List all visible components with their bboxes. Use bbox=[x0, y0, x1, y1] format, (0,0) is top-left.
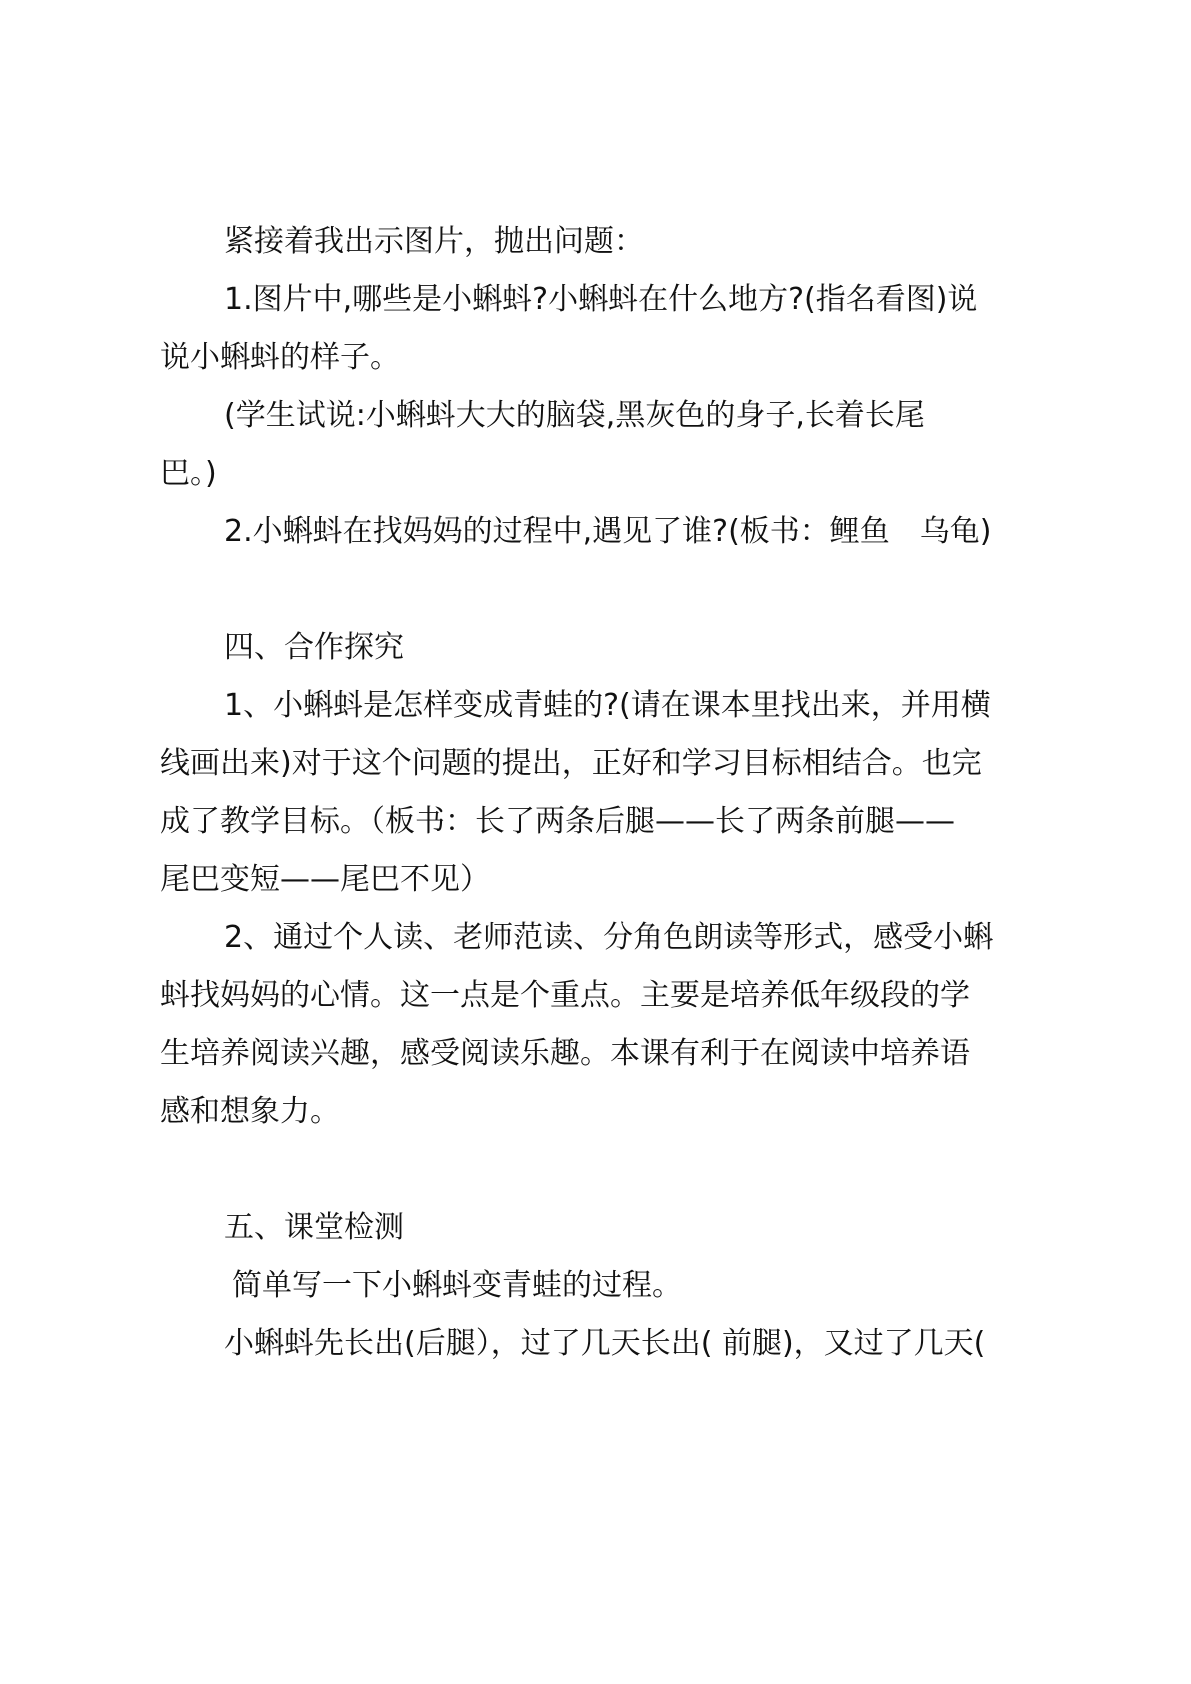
paragraph-line: 感和想象力。 bbox=[160, 1094, 340, 1129]
paragraph-line: 紧接着我出示图片，抛出问题： bbox=[224, 224, 644, 259]
paragraph-line: 简单写一下小蝌蚪变青蛙的过程。 bbox=[232, 1268, 682, 1303]
paragraph-line: 生培养阅读兴趣，感受阅读乐趣。本课有利于在阅读中培养语 bbox=[160, 1036, 970, 1071]
paragraph-line: 蚪找妈妈的心情。这一点是个重点。主要是培养低年级段的学 bbox=[160, 978, 970, 1013]
paragraph-line: 尾巴变短——尾巴不见） bbox=[160, 862, 490, 897]
paragraph-line: 巴。) bbox=[160, 456, 217, 491]
section-heading: 五、课堂检测 bbox=[224, 1210, 404, 1245]
section-heading: 四、合作探究 bbox=[224, 630, 404, 665]
paragraph-line: 2.小蝌蚪在找妈妈的过程中,遇见了谁?(板书：鲤鱼 乌龟) bbox=[224, 514, 992, 549]
paragraph-line: 线画出来)对于这个问题的提出，正好和学习目标相结合。也完 bbox=[160, 746, 982, 781]
paragraph-line: 小蝌蚪先长出(后腿），过了几天长出( 前腿)，又过了几天( bbox=[224, 1326, 986, 1361]
paragraph-line: 1.图片中,哪些是小蝌蚪?小蝌蚪在什么地方?(指名看图)说 bbox=[224, 282, 978, 317]
paragraph-line: 成了教学目标。（板书：长了两条后腿——长了两条前腿—— bbox=[160, 804, 955, 839]
paragraph-line: 1、小蝌蚪是怎样变成青蛙的?(请在课本里找出来，并用横 bbox=[224, 688, 991, 723]
paragraph-line: (学生试说:小蝌蚪大大的脑袋,黑灰色的身子,长着长尾 bbox=[224, 398, 925, 433]
paragraph-line: 2、通过个人读、老师范读、分角色朗读等形式，感受小蝌 bbox=[224, 920, 994, 955]
paragraph-line: 说小蝌蚪的样子。 bbox=[160, 340, 400, 375]
